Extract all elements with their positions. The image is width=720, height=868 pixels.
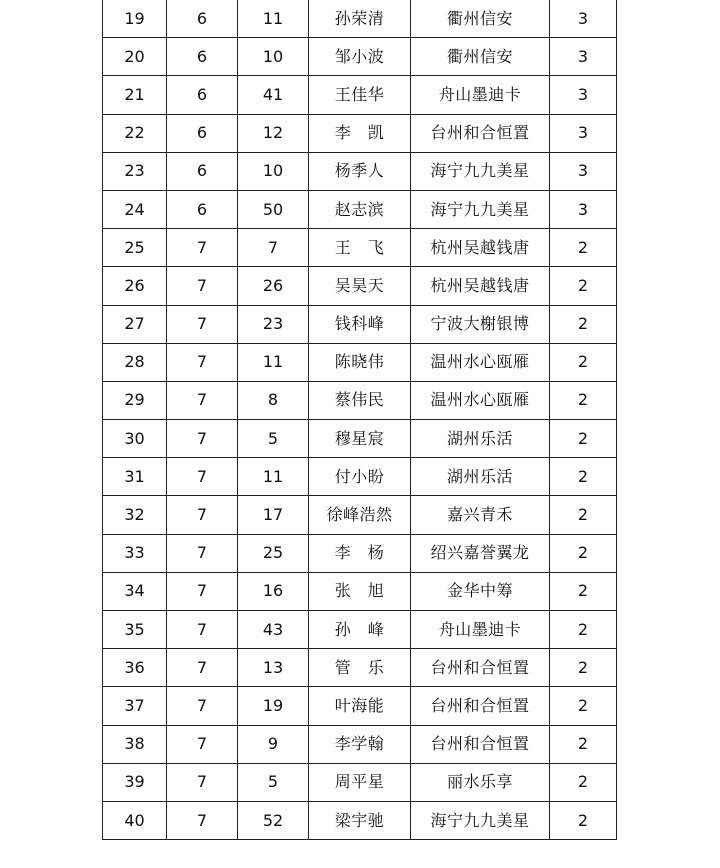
table-row xyxy=(103,763,617,801)
rank-cell: 26 xyxy=(103,267,167,305)
score-cell: 2 xyxy=(550,267,617,305)
table-row xyxy=(103,114,617,152)
number-cell: 11 xyxy=(238,0,309,38)
club-cell: 杭州吴越钱唐 xyxy=(411,267,550,305)
rank-cell: 32 xyxy=(103,496,167,534)
club-cell: 宁波大榭银博 xyxy=(411,305,550,343)
score-cell: 2 xyxy=(550,534,617,572)
number-cell: 5 xyxy=(238,420,309,458)
number-cell: 9 xyxy=(238,725,309,763)
results-table-body xyxy=(103,0,617,840)
score-cell: 2 xyxy=(550,496,617,534)
score-cell: 2 xyxy=(550,687,617,725)
player-name-cell: 孙 峰 xyxy=(309,611,411,649)
round-cell: 7 xyxy=(167,229,238,267)
score-cell: 3 xyxy=(550,190,617,228)
score-cell: 3 xyxy=(550,114,617,152)
number-cell: 43 xyxy=(238,611,309,649)
round-cell: 7 xyxy=(167,801,238,839)
round-cell: 7 xyxy=(167,343,238,381)
player-name-cell: 蔡伟民 xyxy=(309,381,411,419)
number-cell: 5 xyxy=(238,763,309,801)
rank-cell: 35 xyxy=(103,611,167,649)
player-name-cell: 孙荣清 xyxy=(309,0,411,38)
club-cell: 衢州信安 xyxy=(411,38,550,76)
player-name-cell: 杨季人 xyxy=(309,152,411,190)
number-cell: 16 xyxy=(238,572,309,610)
round-cell: 6 xyxy=(167,114,238,152)
rank-cell: 21 xyxy=(103,76,167,114)
player-name-cell: 陈晓伟 xyxy=(309,343,411,381)
score-cell: 2 xyxy=(550,420,617,458)
player-name-cell: 付小盼 xyxy=(309,458,411,496)
score-cell: 2 xyxy=(550,649,617,687)
table-row xyxy=(103,725,617,763)
number-cell: 13 xyxy=(238,649,309,687)
club-cell: 台州和合恒置 xyxy=(411,114,550,152)
player-name-cell: 吴昊天 xyxy=(309,267,411,305)
score-cell: 2 xyxy=(550,305,617,343)
score-cell: 2 xyxy=(550,458,617,496)
club-cell: 杭州吴越钱唐 xyxy=(411,229,550,267)
table-row xyxy=(103,611,617,649)
score-cell: 3 xyxy=(550,76,617,114)
player-name-cell: 管 乐 xyxy=(309,649,411,687)
rank-cell: 24 xyxy=(103,190,167,228)
club-cell: 湖州乐活 xyxy=(411,420,550,458)
table-row xyxy=(103,267,617,305)
club-cell: 湖州乐活 xyxy=(411,458,550,496)
player-name-cell: 梁宇驰 xyxy=(309,801,411,839)
player-name-cell: 王 飞 xyxy=(309,229,411,267)
round-cell: 7 xyxy=(167,725,238,763)
club-cell: 温州水心瓯雁 xyxy=(411,343,550,381)
club-cell: 台州和合恒置 xyxy=(411,687,550,725)
club-cell: 丽水乐享 xyxy=(411,763,550,801)
score-cell: 2 xyxy=(550,801,617,839)
number-cell: 10 xyxy=(238,152,309,190)
rank-cell: 29 xyxy=(103,381,167,419)
club-cell: 海宁九九美星 xyxy=(411,190,550,228)
table-row xyxy=(103,458,617,496)
round-cell: 7 xyxy=(167,458,238,496)
number-cell: 10 xyxy=(238,38,309,76)
player-name-cell: 钱科峰 xyxy=(309,305,411,343)
player-name-cell: 张 旭 xyxy=(309,572,411,610)
table-row xyxy=(103,420,617,458)
player-name-cell: 赵志滨 xyxy=(309,190,411,228)
player-name-cell: 李 杨 xyxy=(309,534,411,572)
round-cell: 7 xyxy=(167,572,238,610)
rank-cell: 19 xyxy=(103,0,167,38)
rank-cell: 20 xyxy=(103,38,167,76)
player-name-cell: 邹小波 xyxy=(309,38,411,76)
rank-cell: 34 xyxy=(103,572,167,610)
results-table xyxy=(102,0,617,840)
table-row xyxy=(103,343,617,381)
rank-cell: 39 xyxy=(103,763,167,801)
round-cell: 7 xyxy=(167,496,238,534)
round-cell: 7 xyxy=(167,420,238,458)
score-cell: 3 xyxy=(550,0,617,38)
rank-cell: 22 xyxy=(103,114,167,152)
round-cell: 6 xyxy=(167,0,238,38)
number-cell: 19 xyxy=(238,687,309,725)
rank-cell: 37 xyxy=(103,687,167,725)
player-name-cell: 穆星宸 xyxy=(309,420,411,458)
score-cell: 2 xyxy=(550,381,617,419)
player-name-cell: 徐峰浩然 xyxy=(309,496,411,534)
table-row xyxy=(103,381,617,419)
club-cell: 舟山墨迪卡 xyxy=(411,76,550,114)
club-cell: 海宁九九美星 xyxy=(411,152,550,190)
club-cell: 舟山墨迪卡 xyxy=(411,611,550,649)
club-cell: 台州和合恒置 xyxy=(411,649,550,687)
number-cell: 25 xyxy=(238,534,309,572)
score-cell: 2 xyxy=(550,572,617,610)
number-cell: 11 xyxy=(238,458,309,496)
table-row xyxy=(103,76,617,114)
rank-cell: 36 xyxy=(103,649,167,687)
number-cell: 50 xyxy=(238,190,309,228)
round-cell: 7 xyxy=(167,611,238,649)
number-cell: 7 xyxy=(238,229,309,267)
table-row xyxy=(103,229,617,267)
number-cell: 12 xyxy=(238,114,309,152)
table-row xyxy=(103,572,617,610)
round-cell: 6 xyxy=(167,152,238,190)
number-cell: 8 xyxy=(238,381,309,419)
club-cell: 海宁九九美星 xyxy=(411,801,550,839)
number-cell: 11 xyxy=(238,343,309,381)
rank-cell: 23 xyxy=(103,152,167,190)
round-cell: 7 xyxy=(167,305,238,343)
score-cell: 2 xyxy=(550,725,617,763)
club-cell: 绍兴嘉誉翼龙 xyxy=(411,534,550,572)
table-row xyxy=(103,0,617,38)
round-cell: 7 xyxy=(167,687,238,725)
score-cell: 3 xyxy=(550,38,617,76)
score-cell: 2 xyxy=(550,611,617,649)
number-cell: 17 xyxy=(238,496,309,534)
round-cell: 7 xyxy=(167,649,238,687)
round-cell: 6 xyxy=(167,76,238,114)
rank-cell: 31 xyxy=(103,458,167,496)
number-cell: 23 xyxy=(238,305,309,343)
table-row xyxy=(103,496,617,534)
club-cell: 温州水心瓯雁 xyxy=(411,381,550,419)
rank-cell: 38 xyxy=(103,725,167,763)
table-row xyxy=(103,649,617,687)
player-name-cell: 周平星 xyxy=(309,763,411,801)
score-cell: 3 xyxy=(550,152,617,190)
score-cell: 2 xyxy=(550,763,617,801)
round-cell: 7 xyxy=(167,534,238,572)
player-name-cell: 李 凯 xyxy=(309,114,411,152)
round-cell: 6 xyxy=(167,190,238,228)
number-cell: 41 xyxy=(238,76,309,114)
round-cell: 7 xyxy=(167,267,238,305)
player-name-cell: 王佳华 xyxy=(309,76,411,114)
table-row xyxy=(103,801,617,839)
table-row xyxy=(103,152,617,190)
round-cell: 7 xyxy=(167,381,238,419)
score-cell: 2 xyxy=(550,343,617,381)
number-cell: 52 xyxy=(238,801,309,839)
club-cell: 台州和合恒置 xyxy=(411,725,550,763)
round-cell: 6 xyxy=(167,38,238,76)
table-row xyxy=(103,38,617,76)
rank-cell: 28 xyxy=(103,343,167,381)
club-cell: 衢州信安 xyxy=(411,0,550,38)
table-row xyxy=(103,687,617,725)
results-sheet xyxy=(102,0,616,840)
rank-cell: 40 xyxy=(103,801,167,839)
table-row xyxy=(103,534,617,572)
number-cell: 26 xyxy=(238,267,309,305)
score-cell: 2 xyxy=(550,229,617,267)
club-cell: 嘉兴青禾 xyxy=(411,496,550,534)
rank-cell: 33 xyxy=(103,534,167,572)
round-cell: 7 xyxy=(167,763,238,801)
player-name-cell: 李学翰 xyxy=(309,725,411,763)
club-cell: 金华中筹 xyxy=(411,572,550,610)
player-name-cell: 叶海能 xyxy=(309,687,411,725)
rank-cell: 25 xyxy=(103,229,167,267)
table-row xyxy=(103,305,617,343)
table-row xyxy=(103,190,617,228)
rank-cell: 27 xyxy=(103,305,167,343)
rank-cell: 30 xyxy=(103,420,167,458)
